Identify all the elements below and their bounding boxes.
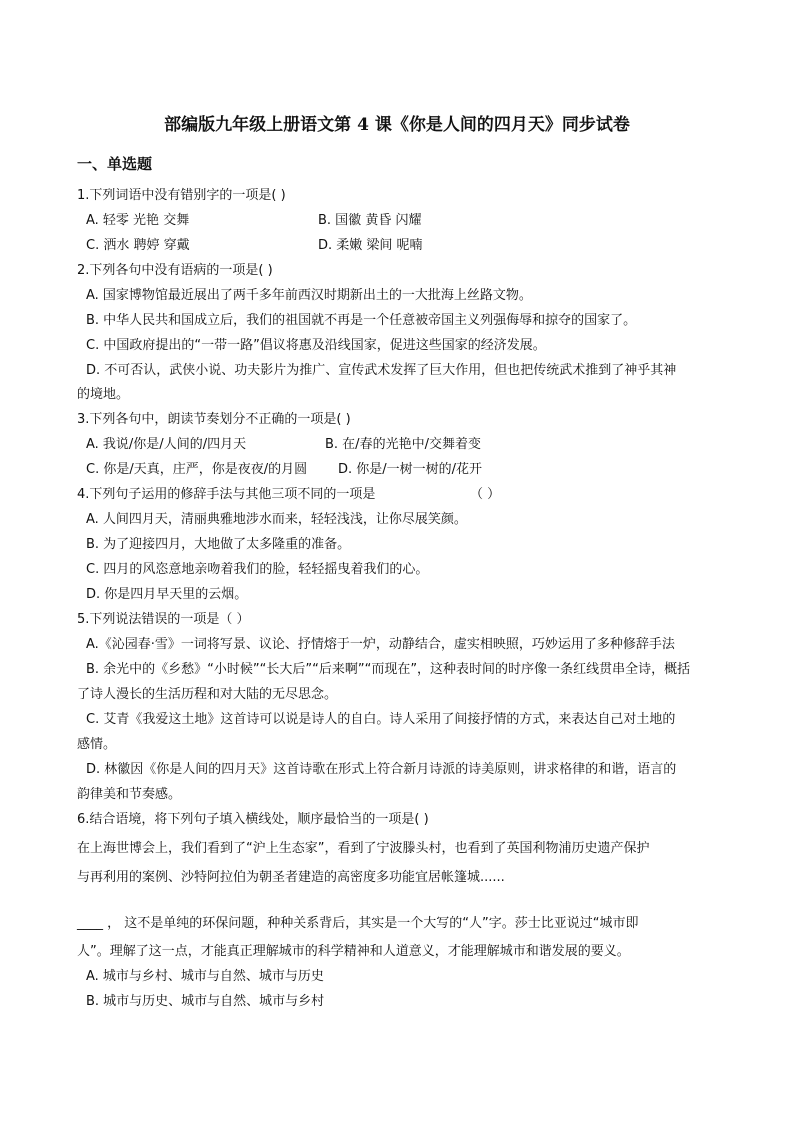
question-stem: 1.下列词语中没有错别字的一项是( ) bbox=[77, 188, 286, 203]
option-d-cont: 的境地。 bbox=[77, 387, 130, 402]
question-stem: 3.下列各句中，朗读节奏划分不正确的一项是( ) bbox=[77, 412, 351, 427]
option-b: B. 城市与历史、城市与自然、城市与乡村 bbox=[86, 994, 325, 1009]
question-stem: 6.结合语境，将下列句子填入横线处，顺序最恰当的一项是( ) bbox=[77, 812, 429, 827]
option-b: B. 在/春的光艳中/交舞着变 bbox=[325, 437, 481, 452]
option-c: C. 四月的风恣意地亲吻着我们的脸，轻轻摇曳着我们的心。 bbox=[86, 562, 429, 577]
option-d: D. 你是/一树一树的/花开 bbox=[338, 462, 483, 477]
option-d: D. 林徽因《你是人间的四月天》这首诗歌在形式上符合新月诗派的诗美原则，讲求格律的和谐，语言的 bbox=[86, 762, 677, 777]
option-a: A. 城市与乡村、城市与自然、城市与历史 bbox=[86, 969, 324, 984]
option-a: A. 我说/你是/人间的/四月天 bbox=[86, 437, 247, 452]
passage-line: 人”。理解了这一点，才能真正理解城市的科学精神和人道意义，才能理解城市和谐发展的要义。 bbox=[77, 944, 630, 959]
option-b: B. 国徽 黄昏 闪耀 bbox=[318, 213, 422, 228]
option-a: A. 轻零 光艳 交舞 bbox=[86, 213, 190, 228]
option-b: B. 中华人民共和国成立后，我们的祖国就不再是一个任意被帝国主义列强侮辱和掠夺的国家了。 bbox=[86, 313, 637, 328]
option-d-cont: 韵律美和节奏感。 bbox=[77, 787, 182, 802]
question-stem: 5.下列说法错误的一项是（ ） bbox=[77, 612, 250, 627]
option-a: A. 人间四月天，清丽典雅地涉水而来，轻轻浅浅，让你尽展笑颜。 bbox=[86, 512, 467, 527]
option-c: C. 中国政府提出的“一带一路”倡议将惠及沿线国家，促进这些国家的经济发展。 bbox=[86, 338, 546, 353]
option-c-cont: 感情。 bbox=[77, 737, 117, 752]
option-d: D. 不可否认，武侠小说、功夫影片为推广、宣传武术发挥了巨大作用，但也把传统武术推到了神乎其神 bbox=[86, 363, 677, 378]
question-stem: 2.下列各句中没有语病的一项是( ) bbox=[77, 263, 273, 278]
option-a: A. 国家博物馆最近展出了两千多年前西汉时期新出土的一大批海上丝路文物。 bbox=[86, 288, 532, 303]
passage-line: 与再利用的案例、沙特阿拉伯为朝圣者建造的高密度多功能宜居帐篷城...... bbox=[77, 870, 505, 885]
option-a: A.《沁园春·雪》一词将写景、议论、抒情熔于一炉，动静结合，虚实相映照，巧妙运用了多种修辞手法 bbox=[86, 637, 675, 652]
option-d: D. 柔嫩 梁间 呢喃 bbox=[318, 238, 423, 253]
option-b-cont: 了诗人漫长的生活历程和对大陆的无尽思念。 bbox=[77, 687, 338, 702]
option-b: B. 为了迎接四月，大地做了太多隆重的准备。 bbox=[86, 537, 351, 552]
option-b: B. 余光中的《乡愁》“小时候”“长大后”“后来啊”“而现在”，这种表时间的时序像一条红线贯串全诗，概括 bbox=[86, 662, 691, 677]
question-stem: 4.下列句子运用的修辞手法与其他三项不同的一项是 bbox=[77, 487, 376, 502]
page-title: 部编版九年级上册语文第 4 课《你是人间的四月天》同步试卷 bbox=[164, 115, 630, 135]
section-heading: 一、单选题 bbox=[77, 155, 153, 173]
passage-line: 在上海世博会上，我们看到了“沪上生态家”，看到了宁波滕头村，也看到了英国利物浦历史遗产保护 bbox=[77, 841, 650, 856]
option-c: C. 你是/天真，庄严，你是夜夜/的月圆 bbox=[86, 462, 308, 477]
passage-line: ____ ， 这不是单纯的环保问题，种种关系背后，其实是一个大写的“人”字。莎士比亚说过“城市即 bbox=[77, 916, 639, 931]
option-c: C. 艾青《我爱这土地》这首诗可以说是诗人的自白。诗人采用了间接抒情的方式，来表达自己对土地的 bbox=[86, 712, 676, 727]
option-c: C. 洒水 聘婷 穿戴 bbox=[86, 238, 190, 253]
answer-paren: （ ） bbox=[470, 487, 501, 502]
option-d: D. 你是四月早天里的云烟。 bbox=[86, 587, 248, 602]
